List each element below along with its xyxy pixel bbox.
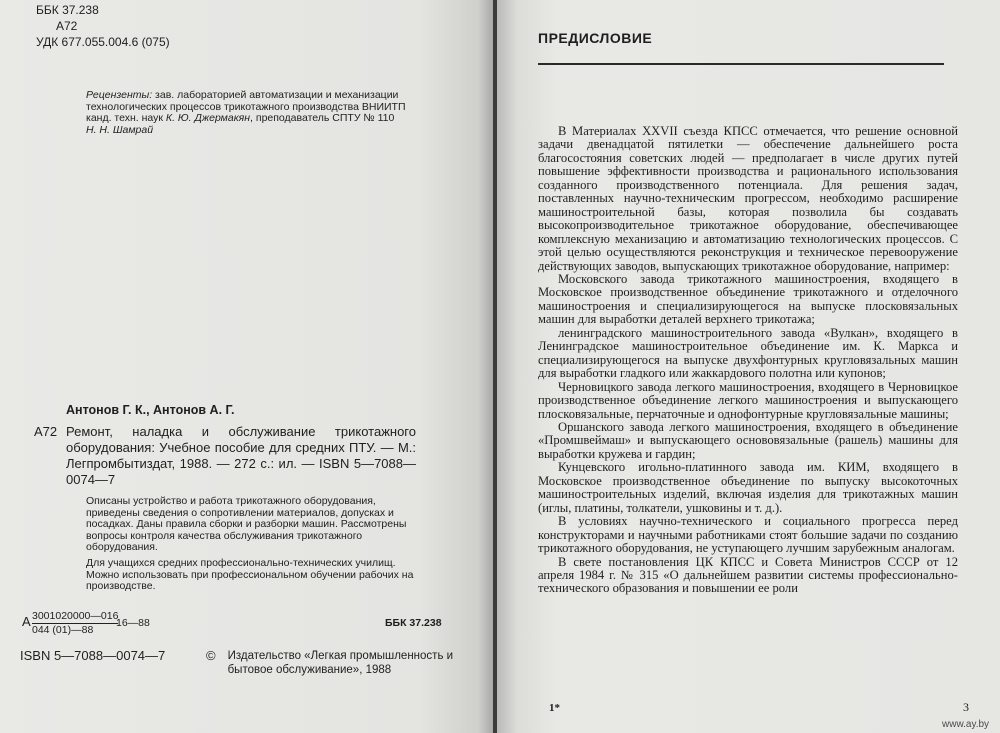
copyright-icon: © xyxy=(206,648,216,663)
catalog-code: А72 xyxy=(34,424,58,439)
abstract xyxy=(86,496,414,593)
reviewers-line-2: технологических процессов трикотажного производства ВНИИТП xyxy=(86,100,406,113)
heading-rule xyxy=(538,63,944,65)
copyright-text: Издательство «Легкая промышленность и бытовое обслуживание», 1988 xyxy=(227,650,454,676)
preface-paragraph: В условиях научно-технического и социального прогресса перед конструкторами и научными работниками стоят большие задачи по созданию трикотажного оборудования, не уступающего лучшим зарубежным аналогам. xyxy=(538,514,958,556)
index-letter: А xyxy=(22,614,31,629)
preface-paragraph: Оршанского завода легкого машиностроения, входящего в объединение «Промшвеймаш» и выпускающего основовязальные (рашель) машины для выработки кружева и гардин; xyxy=(538,419,958,461)
signature-mark: 1* xyxy=(549,702,560,714)
reviewer-name-1: К. Ю. Джермакян xyxy=(165,112,251,124)
section-heading: ПРЕДИСЛОВИЕ xyxy=(538,30,653,46)
index-tail: 16—88 xyxy=(116,617,150,629)
reviewers-line-1: зав. лабораторией автоматизации и механизации xyxy=(155,89,399,101)
index-numerator: 3001020000—016 xyxy=(32,610,119,622)
udk-code: УДК 677.055.004.6 (075) xyxy=(36,35,170,49)
left-page xyxy=(0,0,493,733)
bibliographic-entry: Ремонт, наладка и обслуживание трикотажного оборудования: Учебное пособие для средних ПТУ. — М.: Легпромбытиздат, 1988. — 272 с.: ил. — ISBN 5—7088—0074—7 xyxy=(66,424,416,487)
preface-paragraph: В Материалах XXVII съезда КПСС отмечается, что решение основной задачи двенадцатой пятилетки — обеспечение дальнейшего роста благосостояния советских людей — предполагает в числе других путей повышение эффективности производства и рационального использования созданного производственного потенциала. Для решения задач, поставленных научно-техническим прогрессом, необходимо расширение машиностроительной базы, которая позволила бы создавать высокопроизводительное трикотажное оборудование, обеспечивающее комплексную механизацию и автоматизацию технологических процессов. С этой целью осуществляются реконструкция и техническое перевооружение действующих заводов, выпускающих трикотажное оборудование, например: xyxy=(538,124,958,273)
isbn: ISBN 5—7088—0074—7 xyxy=(20,648,166,663)
catalog-code-top: А72 xyxy=(56,19,78,33)
preface-paragraph: ленинградского машиностроительного завода «Вулкан», входящего в Ленинградское машиностроительное объединение им. К. Маркса и специализирующегося на выпуске двухфонтурных кругловязальных машин для выработки гладкого или жаккардового полотна или купонов; xyxy=(538,325,958,381)
abstract-paragraph: Описаны устройство и работа трикотажного оборудования, приведены сведения о сопротивлении материалов, допусках и посадках. Даны правила сборки и разборки машин. Рассмотрены вопросы контроля качества обслуживания трикотажного оборудования. xyxy=(86,495,407,554)
bbk-bottom: ББК 37.238 xyxy=(385,617,442,629)
publication-index xyxy=(32,610,118,637)
copyright xyxy=(206,649,468,677)
reviewers-block xyxy=(86,90,426,136)
preface-body xyxy=(538,125,958,596)
right-page xyxy=(497,0,1000,733)
page-number: 3 xyxy=(963,700,969,714)
watermark: www.ay.by xyxy=(942,719,990,730)
bbk-code: ББК 37.238 xyxy=(36,3,99,17)
preface-paragraph: В свете постановления ЦК КПСС и Совета Министров СССР от 12 апреля 1984 г. № 315 «О дальнейшем развитии системы профессионально-технического образования и повышении ее роли xyxy=(538,554,958,596)
preface-paragraph: Кунцевского игольно-платинного завода им. КИМ, входящего в Московское производственное объединение по выпуску высокоточных машиностроительных изделий, включая изделия для трикотажных машин (иглы, платины, толкатели, ушковины и т. д.). xyxy=(538,460,958,515)
preface-paragraph: Московского завода трикотажного машиностроения, входящего в Московское производственное объединение трикотажного и отделочного машиностроения и специализирующегося на выпуске плосковязальных машин для выработки деталей верхнего трикотажа; xyxy=(538,271,958,327)
reviewer-name-2: Н. Н. Шамрай xyxy=(86,123,154,136)
library-codes xyxy=(36,2,170,50)
preface-paragraph: Черновицкого завода легкого машиностроения, входящего в Черновицкое производственное объединение легкого машиностроения и выпускающего плосковязальные, перчаточные и однофонтурные кругловязальные машины; xyxy=(538,379,958,421)
authors: Антонов Г. К., Антонов А. Г. xyxy=(66,403,235,417)
reviewers-line-3c: , преподаватель СПТУ № 110 xyxy=(250,112,395,124)
index-denominator: 044 (01)—88 xyxy=(32,624,94,636)
abstract-paragraph: Для учащихся средних профессионально-технических училищ. Можно использовать при профессиональном обучении рабочих на производстве. xyxy=(86,556,414,593)
reviewers-lead: Рецензенты: xyxy=(86,89,153,101)
reviewers-line-3a: канд. техн. наук xyxy=(86,112,166,124)
